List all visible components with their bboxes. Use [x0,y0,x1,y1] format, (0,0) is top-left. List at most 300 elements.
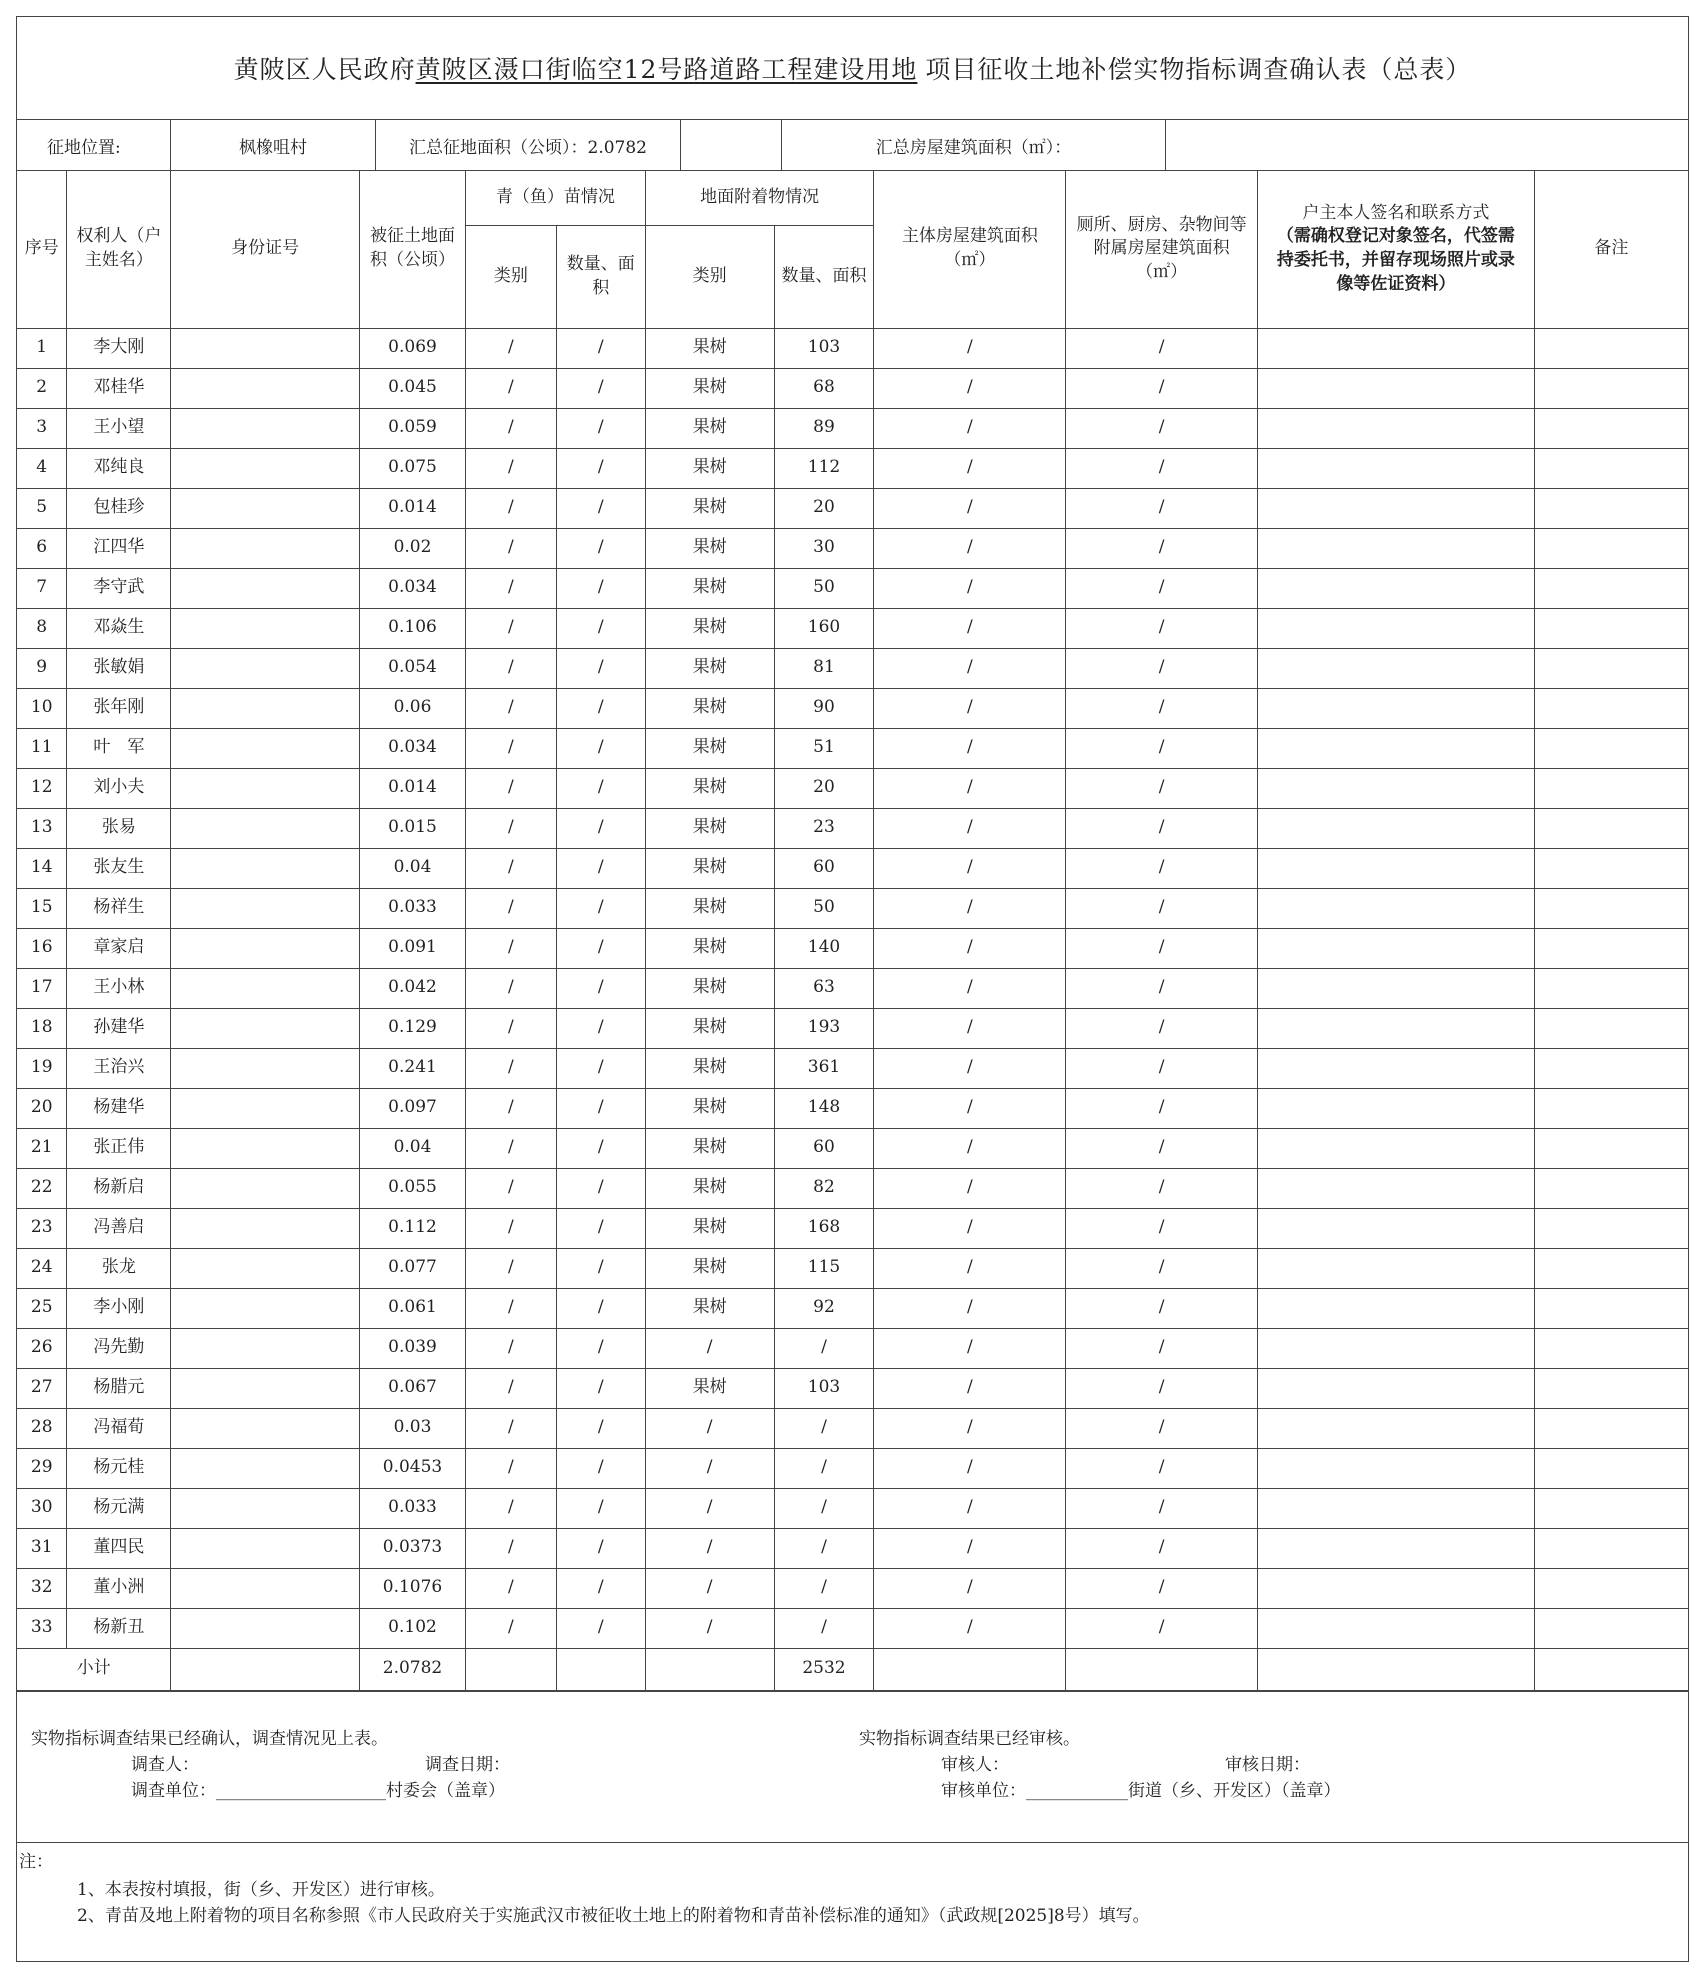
row-id [171,1168,360,1208]
row-main-house: / [874,608,1066,648]
row-main-house: / [874,928,1066,968]
review-unit-label: 审核单位：____________街道（乡、开发区）（盖章） [941,1781,1341,1801]
row-signature [1258,1568,1535,1608]
row-attach-type: 果树 [645,368,774,408]
row-attach-qty: / [774,1488,874,1528]
row-main-house: / [874,1128,1066,1168]
row-aux-house: / [1066,1568,1258,1608]
row-owner: 杨元满 [67,1488,171,1528]
row-remark [1534,648,1688,688]
row-remark [1534,1568,1688,1608]
row-aux-house: / [1066,1008,1258,1048]
row-seedling-type: / [465,1248,556,1288]
table-row [17,328,1688,368]
row-id [171,728,360,768]
row-owner: 冯先勤 [67,1328,171,1368]
row-seedling-type: / [465,448,556,488]
row-attach-type: / [645,1488,774,1528]
row-seedling-qty: / [556,1208,645,1248]
row-main-house: / [874,688,1066,728]
row-id [171,688,360,728]
row-seq: 29 [17,1448,67,1488]
row-seedling-type: / [465,928,556,968]
surveyor-label: 调查人： [131,1755,199,1775]
row-aux-house: / [1066,1448,1258,1488]
row-owner: 邓桂华 [67,368,171,408]
row-attach-qty: 20 [774,768,874,808]
subtotal-attach-type [645,1648,774,1690]
row-aux-house: / [1066,608,1258,648]
row-owner: 李大刚 [67,328,171,368]
row-seedling-qty: / [556,448,645,488]
row-land-area: 0.069 [360,328,466,368]
row-owner: 王小望 [67,408,171,448]
row-main-house: / [874,968,1066,1008]
row-remark [1534,1448,1688,1488]
row-owner: 章家启 [67,928,171,968]
row-seedling-qty: / [556,1448,645,1488]
row-aux-house: / [1066,1088,1258,1128]
row-land-area: 0.06 [360,688,466,728]
row-owner: 董小洲 [67,1568,171,1608]
row-signature [1258,1128,1535,1168]
row-id [171,1288,360,1328]
row-remark [1534,328,1688,368]
row-land-area: 0.0373 [360,1528,466,1568]
row-land-area: 0.014 [360,768,466,808]
row-attach-type: / [645,1568,774,1608]
row-id [171,848,360,888]
row-attach-type: 果树 [645,1248,774,1288]
table-row [17,968,1688,1008]
header-remark: 备注 [1534,171,1688,328]
row-attach-type: / [645,1408,774,1448]
table-row [17,808,1688,848]
row-signature [1258,448,1535,488]
row-attach-qty: 112 [774,448,874,488]
row-attach-type: 果树 [645,488,774,528]
row-remark [1534,848,1688,888]
confirmation-section [17,1691,1688,1843]
row-seedling-qty: / [556,768,645,808]
row-seq: 3 [17,408,67,448]
row-seedling-type: / [465,1008,556,1048]
row-seedling-qty: / [556,1528,645,1568]
row-aux-house: / [1066,1608,1258,1648]
row-seq: 12 [17,768,67,808]
row-id [171,1568,360,1608]
row-remark [1534,888,1688,928]
row-seq: 2 [17,368,67,408]
row-seq: 21 [17,1128,67,1168]
row-attach-type: 果树 [645,608,774,648]
row-land-area: 0.106 [360,608,466,648]
row-signature [1258,808,1535,848]
row-main-house: / [874,888,1066,928]
row-signature [1258,368,1535,408]
header-attach-type: 类别 [645,225,774,328]
subtotal-seedling-type [465,1648,556,1690]
row-main-house: / [874,1008,1066,1048]
row-owner: 王小林 [67,968,171,1008]
row-signature [1258,848,1535,888]
row-land-area: 0.04 [360,848,466,888]
row-seedling-type: / [465,968,556,1008]
row-attach-qty: 20 [774,488,874,528]
row-main-house: / [874,1168,1066,1208]
row-remark [1534,1088,1688,1128]
row-aux-house: / [1066,728,1258,768]
header-seedling-type: 类别 [465,225,556,328]
row-aux-house: / [1066,1248,1258,1288]
row-owner: 张正伟 [67,1128,171,1168]
row-signature [1258,728,1535,768]
row-main-house: / [874,528,1066,568]
row-land-area: 0.075 [360,448,466,488]
row-remark [1534,1208,1688,1248]
row-owner: 董四民 [67,1528,171,1568]
row-seedling-type: / [465,728,556,768]
row-remark [1534,528,1688,568]
row-land-area: 0.033 [360,1488,466,1528]
row-attach-type: / [645,1528,774,1568]
row-main-house: / [874,368,1066,408]
row-land-area: 0.055 [360,1168,466,1208]
row-main-house: / [874,1048,1066,1088]
row-owner: 邓焱生 [67,608,171,648]
subtotal-main-house [874,1648,1066,1690]
row-attach-qty: 60 [774,1128,874,1168]
row-seedling-type: / [465,688,556,728]
row-attach-qty: 89 [774,408,874,448]
table-row [17,1128,1688,1168]
table-row [17,368,1688,408]
row-remark [1534,808,1688,848]
row-remark [1534,1328,1688,1368]
table-row [17,1328,1688,1368]
table-row [17,568,1688,608]
row-seedling-type: / [465,1048,556,1088]
row-main-house: / [874,1448,1066,1488]
row-land-area: 0.241 [360,1048,466,1088]
row-attach-qty: 103 [774,1368,874,1408]
row-land-area: 0.097 [360,1088,466,1128]
table-row [17,1248,1688,1288]
row-attach-type: 果树 [645,1088,774,1128]
row-attach-type: 果树 [645,568,774,608]
row-signature [1258,888,1535,928]
row-remark [1534,1048,1688,1088]
note-1: 1、本表按村填报，街（乡、开发区）进行审核。 [77,1880,445,1900]
row-attach-type: 果树 [645,928,774,968]
row-aux-house: / [1066,1408,1258,1448]
row-attach-qty: 361 [774,1048,874,1088]
row-seedling-qty: / [556,1048,645,1088]
row-owner: 杨新启 [67,1168,171,1208]
table-row [17,1528,1688,1568]
header-main-house: 主体房屋建筑面积（㎡） [874,171,1066,328]
row-remark [1534,1248,1688,1288]
total-house-area: 汇总房屋建筑面积（㎡）： [782,120,1166,171]
row-remark [1534,1408,1688,1448]
row-signature [1258,1448,1535,1488]
row-attach-qty: 140 [774,928,874,968]
row-seq: 27 [17,1368,67,1408]
row-main-house: / [874,1288,1066,1328]
row-main-house: / [874,1608,1066,1648]
row-land-area: 0.102 [360,1608,466,1648]
row-land-area: 0.034 [360,568,466,608]
survey-form [16,16,1689,1962]
row-main-house: / [874,768,1066,808]
row-seq: 23 [17,1208,67,1248]
header-seedling: 青（鱼）苗情况 [465,171,645,225]
table-row [17,408,1688,448]
row-seedling-qty: / [556,1168,645,1208]
row-seedling-qty: / [556,848,645,888]
row-id [171,1048,360,1088]
row-seedling-qty: / [556,928,645,968]
row-signature [1258,1368,1535,1408]
confirm-statement: 实物指标调查结果已经确认，调查情况见上表。 [31,1729,388,1749]
row-aux-house: / [1066,648,1258,688]
row-seq: 14 [17,848,67,888]
survey-unit-label: 调查单位：____________________村委会（盖章） [131,1781,505,1801]
form-title [17,17,1688,120]
row-seedling-type: / [465,1568,556,1608]
row-signature [1258,1088,1535,1128]
row-signature [1258,1608,1535,1648]
row-attach-type: / [645,1608,774,1648]
row-main-house: / [874,1488,1066,1528]
row-seq: 28 [17,1408,67,1448]
table-row [17,608,1688,648]
row-aux-house: / [1066,968,1258,1008]
row-land-area: 0.091 [360,928,466,968]
row-signature [1258,1488,1535,1528]
row-remark [1534,1368,1688,1408]
row-main-house: / [874,568,1066,608]
row-seedling-type: / [465,648,556,688]
row-owner: 张敏娟 [67,648,171,688]
table-row [17,648,1688,688]
row-land-area: 0.077 [360,1248,466,1288]
row-id [171,808,360,848]
row-remark [1534,368,1688,408]
row-signature [1258,568,1535,608]
survey-date-label: 调查日期： [425,1755,510,1775]
row-attach-type: 果树 [645,1208,774,1248]
row-remark [1534,448,1688,488]
title-suffix: 项目征收土地补偿实物指标调查确认表（总表） [925,55,1472,84]
info-blank-2 [1166,120,1690,171]
row-attach-qty: 30 [774,528,874,568]
row-aux-house: / [1066,448,1258,488]
row-seedling-type: / [465,1528,556,1568]
row-seq: 17 [17,968,67,1008]
row-remark [1534,1008,1688,1048]
header-attach-qty: 数量、面积 [774,225,874,328]
row-attach-qty: / [774,1528,874,1568]
row-remark [1534,1288,1688,1328]
row-seq: 13 [17,808,67,848]
row-seedling-qty: / [556,1368,645,1408]
row-id [171,528,360,568]
row-attach-qty: 193 [774,1008,874,1048]
row-attach-type: 果树 [645,528,774,568]
row-remark [1534,488,1688,528]
table-row [17,768,1688,808]
row-owner: 刘小夫 [67,768,171,808]
row-attach-qty: 60 [774,848,874,888]
row-id [171,568,360,608]
row-land-area: 0.0453 [360,1448,466,1488]
row-signature [1258,1048,1535,1088]
table-row [17,888,1688,928]
row-seedling-type: / [465,1288,556,1328]
row-signature [1258,528,1535,568]
row-signature [1258,1288,1535,1328]
row-land-area: 0.1076 [360,1568,466,1608]
row-seq: 33 [17,1608,67,1648]
row-id [171,1488,360,1528]
row-owner: 叶 军 [67,728,171,768]
row-attach-qty: 63 [774,968,874,1008]
row-main-house: / [874,488,1066,528]
row-id [171,488,360,528]
header-id: 身份证号 [171,171,360,328]
survey-table [17,171,1688,1691]
row-owner: 张龙 [67,1248,171,1288]
row-owner: 冯善启 [67,1208,171,1248]
row-id [171,1328,360,1368]
subtotal-label: 小计 [17,1648,171,1690]
table-row [17,448,1688,488]
row-seedling-type: / [465,1208,556,1248]
row-remark [1534,928,1688,968]
row-seq: 22 [17,1168,67,1208]
row-aux-house: / [1066,1128,1258,1168]
row-aux-house: / [1066,368,1258,408]
row-main-house: / [874,448,1066,488]
row-remark [1534,1528,1688,1568]
row-land-area: 0.039 [360,1328,466,1368]
row-signature [1258,1328,1535,1368]
row-aux-house: / [1066,1208,1258,1248]
subtotal-signature [1258,1648,1535,1690]
row-seedling-qty: / [556,1568,645,1608]
row-attach-qty: 92 [774,1288,874,1328]
row-seedling-type: / [465,808,556,848]
row-owner: 邓纯良 [67,448,171,488]
row-signature [1258,1168,1535,1208]
row-owner: 杨腊元 [67,1368,171,1408]
row-owner: 杨建华 [67,1088,171,1128]
header-seq: 序号 [17,171,67,328]
row-seedling-type: / [465,1128,556,1168]
row-seq: 7 [17,568,67,608]
row-attach-type: 果树 [645,1288,774,1328]
row-attach-type: 果树 [645,1008,774,1048]
row-attach-qty: 90 [774,688,874,728]
row-id [171,408,360,448]
row-land-area: 0.112 [360,1208,466,1248]
row-signature [1258,408,1535,448]
table-row [17,1608,1688,1648]
row-seedling-type: / [465,608,556,648]
row-owner: 孙建华 [67,1008,171,1048]
row-attach-type: 果树 [645,768,774,808]
location-label: 征地位置: [17,120,171,171]
row-seedling-type: / [465,1488,556,1528]
row-seq: 32 [17,1568,67,1608]
row-attach-qty: 23 [774,808,874,848]
row-aux-house: / [1066,1288,1258,1328]
row-attach-type: 果树 [645,888,774,928]
location-value: 枫橡咀村 [171,120,376,171]
row-signature [1258,1408,1535,1448]
title-project: 黄陂区滠口街临空12号路道路工程建设用地 [415,55,918,84]
row-owner: 李小刚 [67,1288,171,1328]
row-main-house: / [874,1328,1066,1368]
row-id [171,968,360,1008]
row-land-area: 0.059 [360,408,466,448]
row-aux-house: / [1066,328,1258,368]
table-row [17,688,1688,728]
row-aux-house: / [1066,1488,1258,1528]
note-2: 2、青苗及地上附着物的项目名称参照《市人民政府关于实施武汉市被征收土地上的附着物和青苗补偿标准的通知》（武政规[2025]8号）填写。 [77,1906,1150,1926]
row-main-house: / [874,1248,1066,1288]
row-aux-house: / [1066,1168,1258,1208]
notes-label: 注： [19,1852,53,1872]
info-blank-1 [681,120,782,171]
row-attach-type: 果树 [645,1128,774,1168]
row-aux-house: / [1066,888,1258,928]
row-seq: 26 [17,1328,67,1368]
row-seedling-type: / [465,328,556,368]
row-main-house: / [874,1208,1066,1248]
header-signature [1258,171,1535,328]
row-attach-qty: 68 [774,368,874,408]
row-seedling-qty: / [556,1488,645,1528]
row-attach-qty: 103 [774,328,874,368]
table-row [17,1568,1688,1608]
row-id [171,1368,360,1408]
row-main-house: / [874,848,1066,888]
row-seedling-qty: / [556,728,645,768]
header-attachment: 地面附着物情况 [645,171,874,225]
row-id [171,328,360,368]
review-statement: 实物指标调查结果已经审核。 [859,1729,1080,1749]
row-seedling-qty: / [556,1408,645,1448]
subtotal-id [171,1648,360,1690]
row-seedling-type: / [465,1448,556,1488]
row-aux-house: / [1066,1368,1258,1408]
row-id [171,1408,360,1448]
header-land-area: 被征土地面积（公顷） [360,171,466,328]
row-seedling-qty: / [556,1328,645,1368]
row-main-house: / [874,1408,1066,1448]
row-land-area: 0.03 [360,1408,466,1448]
row-seq: 25 [17,1288,67,1328]
row-owner: 杨祥生 [67,888,171,928]
row-attach-qty: / [774,1408,874,1448]
row-attach-qty: 51 [774,728,874,768]
row-id [171,888,360,928]
row-seq: 31 [17,1528,67,1568]
reviewer-label: 审核人： [941,1755,1009,1775]
row-id [171,368,360,408]
